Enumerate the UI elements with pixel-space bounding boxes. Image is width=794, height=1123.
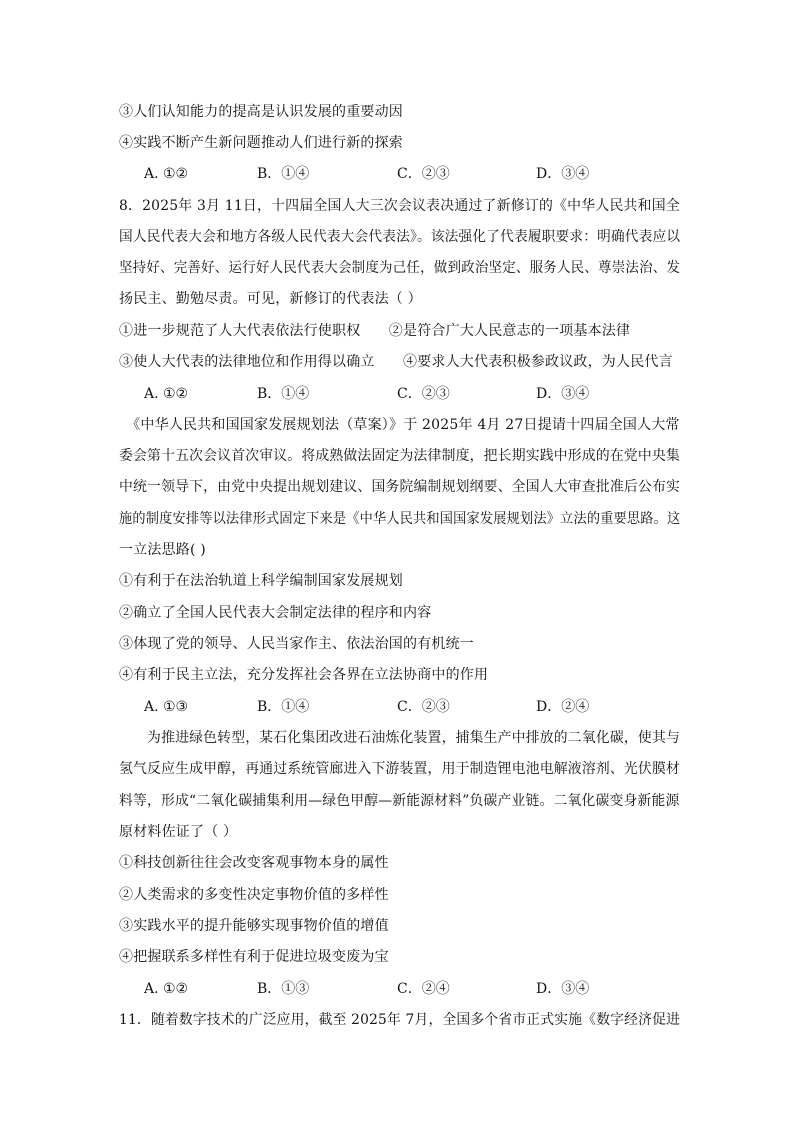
text-line: ④把握联系多样性有利于促进垃圾变废为宝	[119, 949, 389, 965]
text-line: ②人类需求的多变性决定事物价值的多样性	[119, 887, 389, 903]
option-d: D．②④	[536, 699, 590, 715]
text-line: 一立法思路( )	[119, 542, 206, 558]
text-line: 扬民主、勤勉尽责。可见，新修订的代表法（ ）	[119, 291, 422, 307]
option-a: A. ①②	[144, 981, 189, 997]
text-line: ①有利于在法治轨道上科学编制国家发展规划	[119, 573, 403, 589]
text-line: 原材料佐证了（ ）	[119, 824, 238, 840]
option-b: B．①④	[257, 386, 310, 402]
text-line: 施的制度安排等以法律形式固定下来是《中华人民共和国国家发展规划法》立法的重要思路。这	[119, 511, 681, 527]
text-line: 委会第十五次会议首次审议。将成熟做法固定为法律制度，把长期实践中形成的在党中央集	[119, 448, 681, 464]
text-line: ③使人大代表的法律地位和作用得以确立 ④要求人大代表积极参政议政，为人民代言	[119, 354, 673, 370]
text-line: ①科技创新往往会改变客观事物本身的属性	[119, 855, 389, 871]
option-b: B．①④	[257, 699, 310, 715]
question-8-text: 8．2025年 3月 11日，十四届全国人大三次会议表决通过了新修订的《中华人民共和国全	[119, 198, 680, 214]
option-d: D．③④	[536, 981, 590, 997]
option-b: B．①③	[257, 981, 310, 997]
text-line: ④实践不断产生新问题推动人们进行新的探索	[119, 135, 403, 151]
option-a: A. ①②	[144, 386, 189, 402]
option-d: D．③④	[536, 386, 590, 402]
text-line: ②确立了全国人民代表大会制定法律的程序和内容	[119, 605, 432, 621]
text-line: ③人们认知能力的提高是认识发展的重要动因	[119, 104, 403, 120]
text-line: 中统一领导下，由党中央提出规划建议、国务院编制规划纲要、全国人大审查批准后公布实	[119, 479, 681, 495]
option-c: C．②④	[397, 981, 450, 997]
option-b: B．①④	[257, 166, 310, 182]
question-10-text: 为推进绿色转型，某石化集团改进石油炼化装置，捕集生产中排放的二氧化碳，使其与	[119, 730, 681, 746]
option-c: C．②③	[397, 166, 450, 182]
option-d: D．③④	[536, 166, 590, 182]
text-line: ①进一步规范了人大代表依法行使职权 ②是符合广大人民意志的一项基本法律	[119, 323, 631, 339]
text-line: 料等，形成“二氧化碳捕集利用—绿色甲醇—新能源材料”负碳产业链。二氧化碳变身新能源	[119, 793, 680, 809]
question-11-text: 11．随着数字技术的广泛应用，截至 2025年 7月，全国多个省市正式实施《数字经济促进	[119, 1012, 681, 1028]
text-line: ③实践水平的提升能够实现事物价值的增值	[119, 918, 389, 934]
text-line: 氢气反应生成甲醇，再通过系统管廊进入下游装置，用于制造锂电池电解液溶剂、光伏膜材	[119, 761, 681, 777]
text-line: 坚持好、完善好、运行好人民代表大会制度为己任，做到政治坚定、服务人民、尊崇法治、发	[119, 260, 681, 276]
option-a: A. ①③	[144, 699, 189, 715]
text-line: ④有利于民主立法，充分发挥社会各界在立法协商中的作用	[119, 667, 489, 683]
option-a: A. ①②	[144, 166, 189, 182]
option-c: C．②③	[397, 386, 450, 402]
question-9-text: 《中华人民共和国国家发展规划法（草案）》于 2025年 4月 27日提请十四届全国人大常	[119, 417, 680, 433]
text-line: 国人民代表大会和地方各级人民代表大会代表法》。该法强化了代表履职要求：明确代表应以	[119, 229, 681, 245]
option-c: C．②③	[397, 699, 450, 715]
text-line: ③体现了党的领导、人民当家作主、依法治国的有机统一	[119, 636, 474, 652]
